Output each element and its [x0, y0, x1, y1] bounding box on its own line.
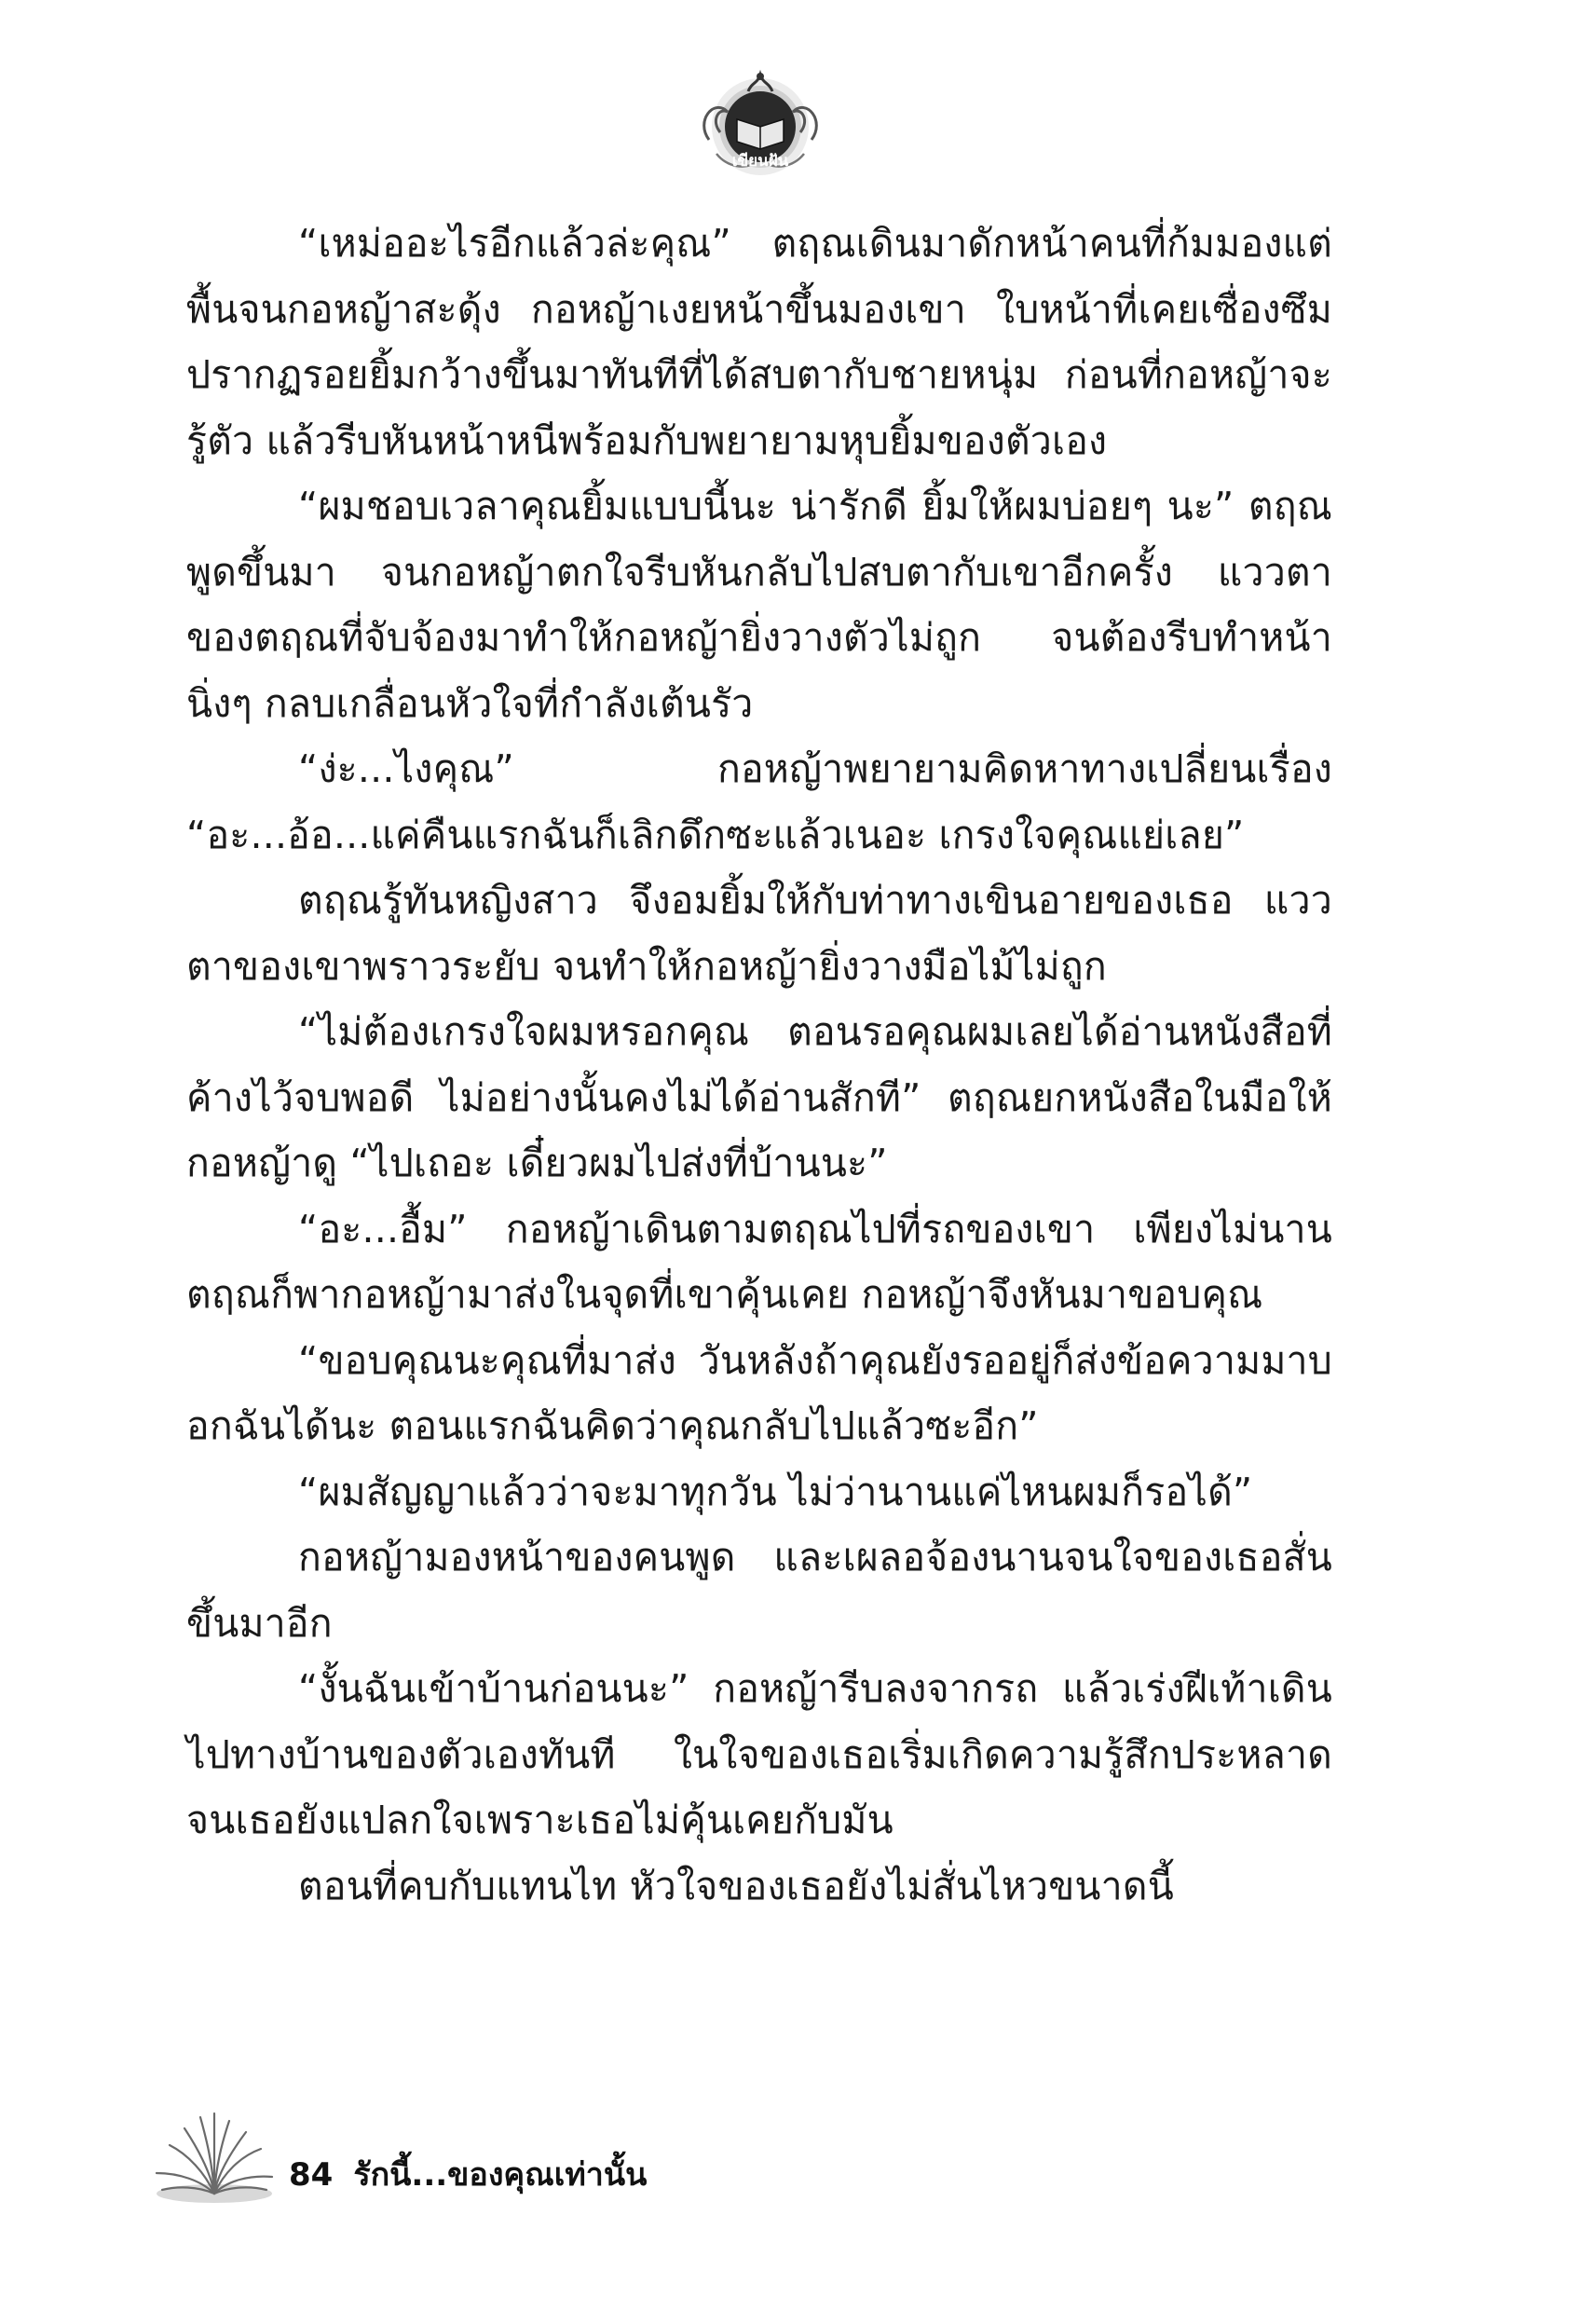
paragraph: “ง่ะ...ไงคุณ” กอหญ้าพยายามคิดหาทางเปลี่ยนเรื่อง “อะ...อ้อ...แค่คืนแรกฉันก็เลิกดึกซะแล้วเนอะ เกรงใจคุณแย่เลย” — [186, 746, 1332, 857]
paragraph: กอหญ้ามองหน้าของคนพูด และเผลอจ้องนานจนใจของเธอสั่นขึ้นมาอีก — [186, 1535, 1332, 1646]
book-crest-icon — [690, 65, 830, 186]
paragraph: “ผมสัญญาแล้วว่าจะมาทุกวัน ไม่ว่านานแค่ไหนผมก็รอได้” — [298, 1469, 1253, 1514]
paragraph: “ขอบคุณนะคุณที่มาส่ง วันหลังถ้าคุณยังรออยู่ก็ส่งข้อความมาบอกฉันได้นะ ตอนแรกฉันคิดว่าคุณกลับไปแล้วซะอีก” — [186, 1337, 1332, 1448]
book-title: รักนี้...ของคุณเท่านั้น — [353, 2156, 648, 2194]
paragraph: ตอนที่คบกับแทนไท หัวใจของเธอยังไม่สั่นไหวขนาดนี้ — [298, 1863, 1174, 1908]
paragraph: “เหม่ออะไรอีกแล้วล่ะคุณ” ตฤณเดินมาดักหน้าคนที่ก้มมองแต่พื้นจนกอหญ้าสะดุ้ง กอหญ้าเงยหน้าขึ้นมองเขา ใบหน้าที่เคยเซื่องซึมปรากฏรอยยิ้มกว้างขึ้นมาทันทีที่ได้สบตากับชายหนุ่ม ก่อนที่กอหญ้าจะรู้ตัว แล้วรีบหันหน้าหนีพร้อมกับพยายามหุบยิ้มของตัวเอง — [186, 221, 1332, 463]
logo-text: เขียนฝัน — [731, 152, 789, 171]
page-footer — [149, 2108, 801, 2210]
page-number: 84 — [289, 2156, 334, 2194]
paragraph: “ผมชอบเวลาคุณยิ้มแบบนี้นะ น่ารักดี ยิ้มให้ผมบ่อยๆ นะ” ตฤณพูดขึ้นมา จนกอหญ้าตกใจรีบหันกลับไปสบตากับเขาอีกครั้ง แววตาของตฤณที่จับจ้องมาทำให้กอหญ้ายิ่งวางตัวไม่ถูก จนต้องรีบทำหน้านิ่งๆ กลบเกลื่อนหัวใจที่กำลังเต้นรัว — [186, 484, 1332, 726]
grass-plant-icon — [149, 2108, 280, 2210]
chapter-body — [186, 211, 1332, 1919]
footer-label — [289, 2149, 647, 2199]
paragraph: ตฤณรู้ทันหญิงสาว จึงอมยิ้มให้กับท่าทางเขินอายของเธอ แววตาของเขาพราวระยับ จนทำให้กอหญ้ายิ่งวางมือไม้ไม่ถูก — [186, 878, 1332, 989]
paragraph: “อะ...อื้ม” กอหญ้าเดินตามตฤณไปที่รถของเขา เพียงไม่นานตฤณก็พากอหญ้ามาส่งในจุดที่เขาคุ้นเคย กอหญ้าจึงหันมาขอบคุณ — [186, 1206, 1332, 1317]
paragraph: “งั้นฉันเข้าบ้านก่อนนะ” กอหญ้ารีบลงจากรถ แล้วเร่งฝีเท้าเดินไปทางบ้านของตัวเองทันที ในใจของเธอเริ่มเกิดความรู้สึกประหลาดจนเธอยังแปลกใจเพราะเธอไม่คุ้นเคยกับมัน — [186, 1666, 1332, 1842]
paragraph: “ไม่ต้องเกรงใจผมหรอกคุณ ตอนรอคุณผมเลยได้อ่านหนังสือที่ค้างไว้จบพอดี ไม่อย่างนั้นคงไม่ได้อ่านสักที” ตฤณยกหนังสือในมือให้กอหญ้าดู “ไปเถอะ เดี๋ยวผมไปส่งที่บ้านนะ” — [186, 1009, 1332, 1185]
